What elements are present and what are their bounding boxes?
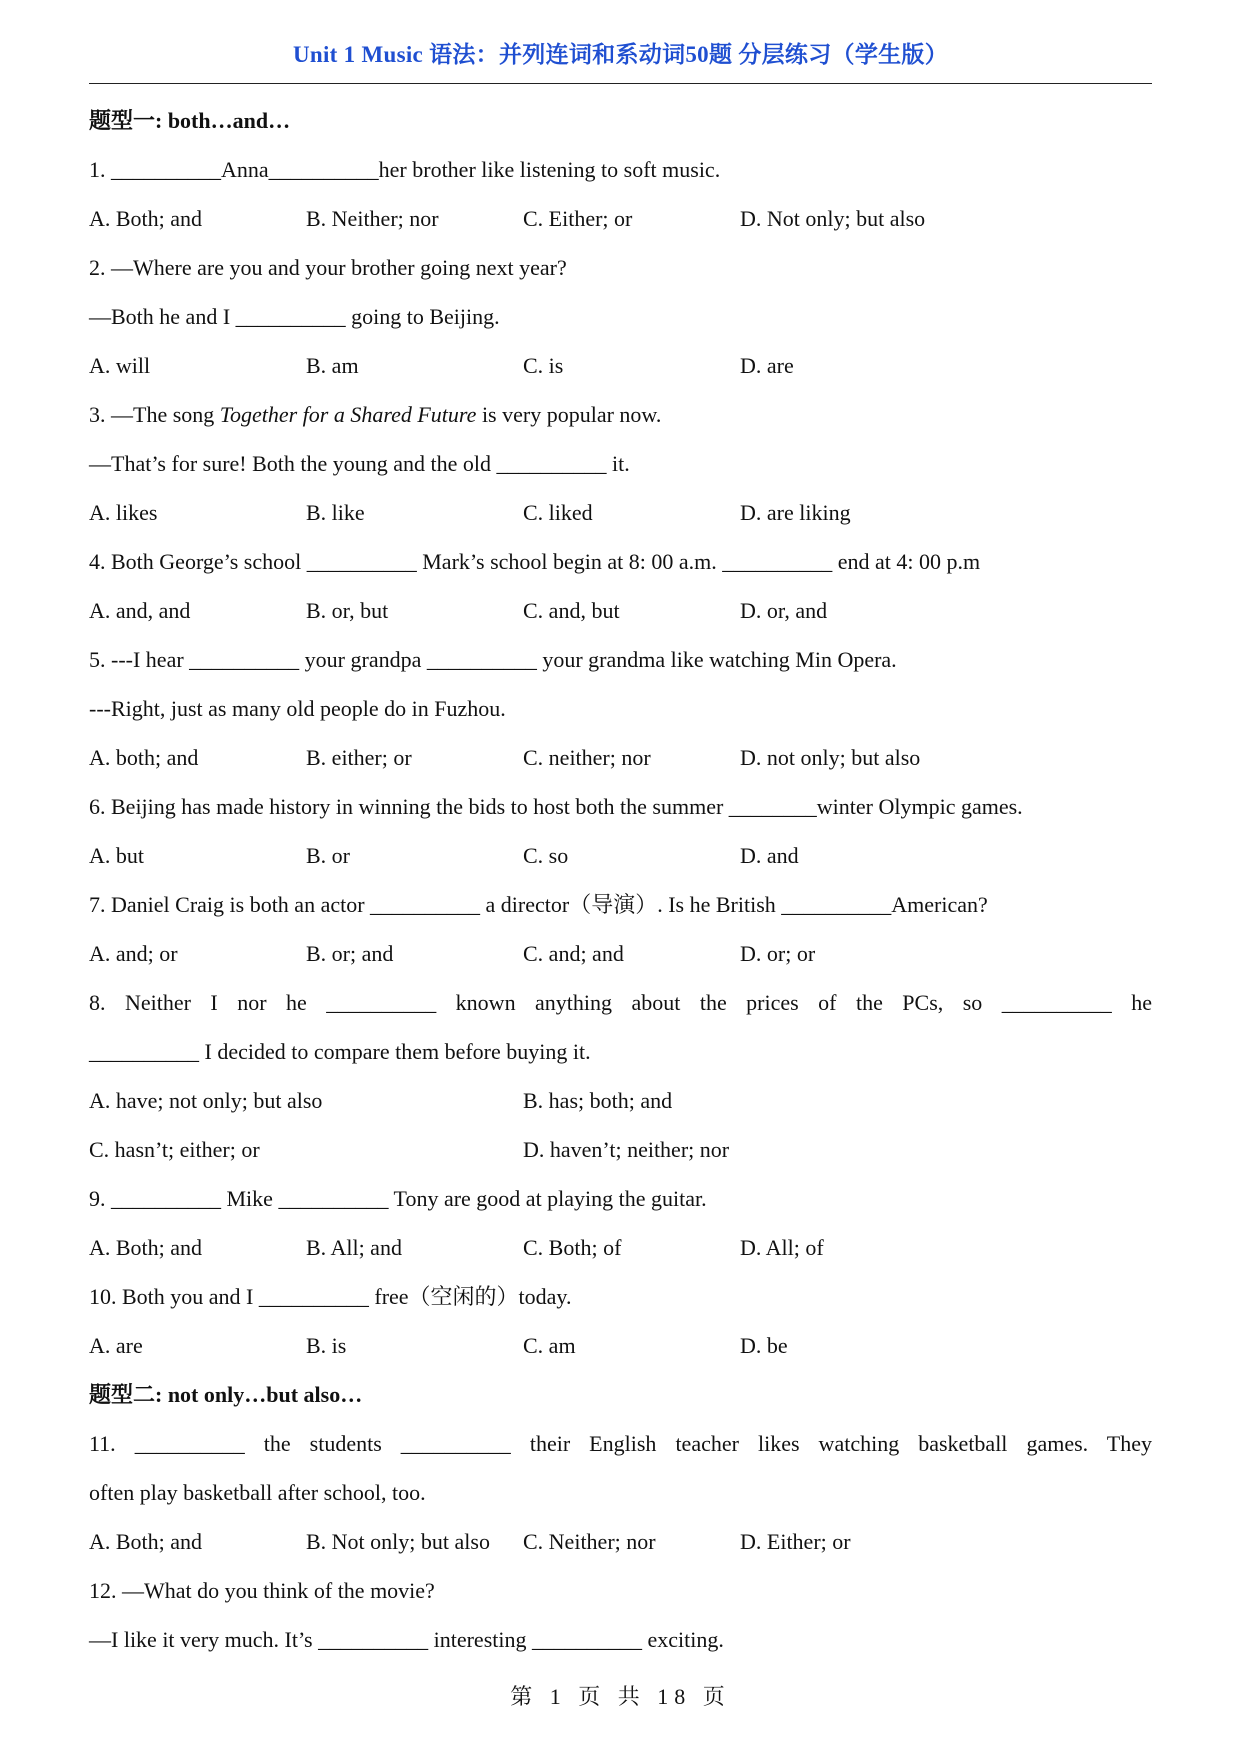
answer-option[interactable]: C. Neither; nor	[523, 1529, 656, 1554]
answer-options	[89, 488, 1152, 537]
question-text: 3. —The song	[89, 402, 220, 427]
question-line: —That’s for sure! Both the young and the old __________ it.	[89, 451, 630, 476]
answer-option[interactable]: D. not only; but also	[740, 745, 921, 770]
answer-option[interactable]: D. are	[740, 353, 794, 378]
answer-options	[89, 831, 1152, 880]
answer-option[interactable]: A. likes	[89, 500, 158, 525]
section-title: 题型二: not only…but also…	[89, 1382, 363, 1407]
answer-option[interactable]: A. Both; and	[89, 206, 203, 231]
page-footer: 第 1 页 共 18 页	[510, 1684, 731, 1709]
answer-option[interactable]: B. Not only; but also	[306, 1529, 490, 1554]
question-text: is very popular now.	[476, 402, 662, 427]
section-title: 题型一: both…and…	[89, 108, 291, 133]
answer-option[interactable]: A. are	[89, 1333, 143, 1358]
question-line: 5. ---I hear __________ your grandpa __________ your grandma like watching Min Opera.	[89, 647, 897, 672]
answer-options	[89, 1223, 1152, 1272]
answer-option[interactable]: A. will	[89, 353, 151, 378]
question-line	[89, 390, 1152, 439]
answer-option[interactable]: D. or, and	[740, 598, 828, 623]
question-line: ---Right, just as many old people do in Fuzhou.	[89, 696, 506, 721]
question-line: 7. Daniel Craig is both an actor __________ a director（导演）. Is he British __________American?	[89, 892, 988, 917]
answer-option[interactable]: D. Either; or	[740, 1529, 851, 1554]
answer-options	[89, 1125, 1152, 1174]
question-line: —I like it very much. It’s __________ interesting __________ exciting.	[89, 1627, 724, 1652]
worksheet-content	[89, 96, 1152, 1664]
answer-option[interactable]: A. both; and	[89, 745, 199, 770]
answer-option[interactable]: B. or; and	[306, 941, 394, 966]
question-line: 10. Both you and I __________ free（空闲的）today.	[89, 1284, 572, 1309]
answer-option[interactable]: C. and; and	[523, 941, 624, 966]
answer-option[interactable]: B. or, but	[306, 598, 389, 623]
answer-options	[89, 341, 1152, 390]
answer-option[interactable]: C. hasn’t; either; or	[89, 1137, 260, 1162]
question-line: 12. —What do you think of the movie?	[89, 1578, 435, 1603]
question-line: __________ I decided to compare them before buying it.	[89, 1039, 591, 1064]
answer-option[interactable]: A. and; or	[89, 941, 178, 966]
answer-options	[89, 1517, 1152, 1566]
answer-option[interactable]: D. haven’t; neither; nor	[523, 1137, 730, 1162]
answer-option[interactable]: A. Both; and	[89, 1529, 203, 1554]
answer-option[interactable]: C. am	[523, 1333, 576, 1358]
answer-option[interactable]: C. Either; or	[523, 206, 633, 231]
answer-options	[89, 1321, 1152, 1370]
question-line: 6. Beijing has made history in winning the bids to host both the summer ________winter Olympic games.	[89, 794, 1023, 819]
header-rule	[89, 83, 1152, 84]
answer-option[interactable]: A. Both; and	[89, 1235, 203, 1260]
song-title: Together for a Shared Future	[219, 402, 477, 427]
question-line: 9. __________ Mike __________ Tony are good at playing the guitar.	[89, 1186, 707, 1211]
answer-options	[89, 929, 1152, 978]
answer-option[interactable]: B. like	[306, 500, 365, 525]
question-line: often play basketball after school, too.	[89, 1480, 426, 1505]
answer-options	[89, 194, 1152, 243]
answer-option[interactable]: D. Not only; but also	[740, 206, 926, 231]
answer-option[interactable]: A. have; not only; but also	[89, 1088, 323, 1113]
question-line: —Both he and I __________ going to Beijing.	[89, 304, 500, 329]
answer-option[interactable]: B. is	[306, 1333, 347, 1358]
question-line: 4. Both George’s school __________ Mark’s school begin at 8: 00 a.m. __________ end at 4: 00 p.m	[89, 549, 981, 574]
answer-option[interactable]: C. neither; nor	[523, 745, 651, 770]
answer-option[interactable]: D. and	[740, 843, 799, 868]
answer-option[interactable]: B. am	[306, 353, 359, 378]
answer-options	[89, 586, 1152, 635]
answer-option[interactable]: C. Both; of	[523, 1235, 622, 1260]
answer-option[interactable]: D. are liking	[740, 500, 851, 525]
answer-option[interactable]: B. Neither; nor	[306, 206, 439, 231]
answer-option[interactable]: B. either; or	[306, 745, 412, 770]
answer-option[interactable]: B. or	[306, 843, 350, 868]
answer-option[interactable]: C. liked	[523, 500, 593, 525]
answer-option[interactable]: D. be	[740, 1333, 788, 1358]
answer-options	[89, 733, 1152, 782]
answer-options	[89, 1076, 1152, 1125]
question-line: 11. __________ the students __________ their English teacher likes watching basketball games. They	[89, 1431, 1152, 1456]
page-header: Unit 1 Music 语法：并列连词和系动词50题 分层练习（学生版）	[292, 42, 949, 67]
answer-option[interactable]: D. All; of	[740, 1235, 824, 1260]
question-line: 2. —Where are you and your brother going next year?	[89, 255, 567, 280]
question-line: 8. Neither I nor he __________ known anything about the prices of the PCs, so __________ he	[89, 990, 1152, 1015]
answer-option[interactable]: B. has; both; and	[523, 1088, 673, 1113]
answer-option[interactable]: C. so	[523, 843, 569, 868]
answer-option[interactable]: C. and, but	[523, 598, 620, 623]
answer-option[interactable]: A. and, and	[89, 598, 191, 623]
answer-option[interactable]: C. is	[523, 353, 564, 378]
answer-option[interactable]: D. or; or	[740, 941, 816, 966]
answer-option[interactable]: A. but	[89, 843, 144, 868]
answer-option[interactable]: B. All; and	[306, 1235, 402, 1260]
question-line: 1. __________Anna__________her brother like listening to soft music.	[89, 157, 721, 182]
